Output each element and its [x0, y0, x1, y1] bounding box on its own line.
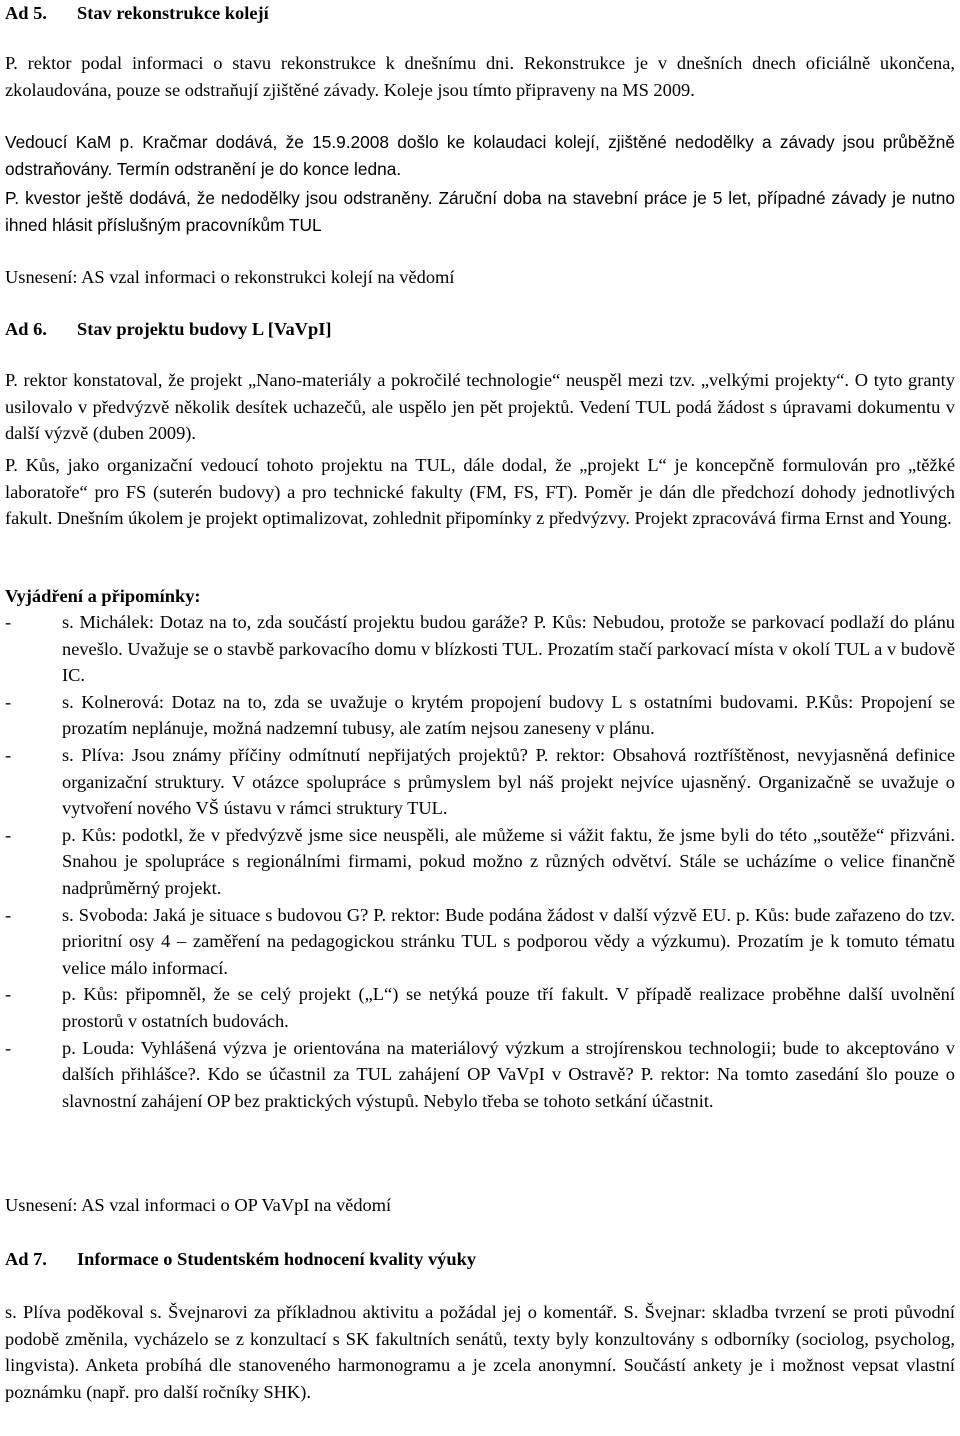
list-dash: -	[5, 824, 12, 845]
comments-list	[5, 609, 955, 1114]
comment-text: p. Kůs: připomněl, že se celý projekt („L“) se netýká pouze tří fakult. V případě realizace proběhne další uvolnění prostorů v ostatních budovách.	[62, 984, 955, 1031]
comment-text: s. Kolnerová: Dotaz na to, zda se uvažuje o krytém propojení budovy L s ostatními budovami. P.Kůs: Propojení se prozatím neplánuje, možná nadzemní tubusy, ale zatím nejsou zaneseny v plánu.	[62, 691, 955, 739]
list-item	[5, 689, 955, 742]
comment-text: p. Kůs: podotkl, že v předvýzvě jsme sice neuspěli, ale můžeme si vážit faktu, že jsme byli do této „soutěže“ přizváni. Snahou je spolupráce s regionálními firmami, pokud možno z různých odvětví. Stále se ucházíme o velice finančně nadprůměrný projekt.	[62, 824, 955, 898]
list-dash: -	[5, 984, 12, 1005]
paragraph-kus-project: P. Kůs, jako organizační vedoucí tohoto projektu na TUL, dále dodal, že „projekt L“ je koncepčně formulován pro „těžké laboratoře“ pro FS (suterén budovy) a pro technické fakulty (FM, FS, FT). Poměr je dán dle předchozí dohody jednotlivých fakult. Dnešním úkolem je projekt optimalizovat, zohlednit připomínky z předvýzvy. Projekt zpracovává firma Ernst and Young.	[5, 455, 955, 529]
list-item	[5, 1035, 955, 1115]
section-title: Stav projektu budovy L [VaVpI]	[77, 319, 332, 339]
section-number: Ad 6.	[5, 319, 47, 339]
list-item	[5, 981, 955, 1034]
section-number: Ad 7.	[5, 1249, 47, 1269]
list-item	[5, 822, 955, 902]
list-dash: -	[5, 904, 12, 925]
section-heading-ad6	[5, 316, 955, 343]
paragraph-shk: s. Plíva poděkoval s. Švejnarovi za příkladnou aktivitu a požádal jej o komentář. S. Švejnar: skladba tvrzení se proti původní podobě změnila, vycházelo se z konzultací s SK fakultních senátů, texty byly konzultovány s odborníky (sociolog, psycholog, lingvista). Anketa probíhá dle stanoveného harmonogramu a je zcela anonymní. Součástí ankety je i možnost vepsat vlastní poznámku (např. pro další ročníky SHK).	[5, 1302, 955, 1402]
list-dash: -	[5, 1037, 12, 1058]
list-dash: -	[5, 612, 12, 632]
paragraph-rektor-info: P. rektor podal informaci o stavu rekonstrukce k dnešnímu dni. Rekonstrukce je v dnešních dnech oficiálně ukončena, zkolaudována, pouze se odstraňují zjištěné závady. Koleje jsou tímto připraveny na MS 2009.	[5, 53, 955, 100]
section-title: Stav rekonstrukce kolejí	[77, 3, 269, 23]
comments-heading: Vyjádření a připomínky:	[5, 586, 201, 606]
list-item	[5, 742, 955, 822]
section-heading-ad7	[5, 1246, 955, 1273]
comment-text: s. Svoboda: Jaká je situace s budovou G? P. rektor: Bude podána žádost v další výzvě EU. p. Kůs: bude zařazeno do tzv. prioritní osy 4 – zaměření na pedagogickou stránku TUL s podporou vědy a výzkumu). Prozatím je k tomuto tématu velice málo informací.	[62, 904, 955, 978]
comment-text: s. Michálek: Dotaz na to, zda součástí projektu budou garáže? P. Kůs: Nebudou, protože se parkovací podlaží do plánu nevešlo. Uvažuje se o stavbě parkovacího domu v blízkosti TUL. Prozatím stačí parkovací místa v okolí TUL a v budově IC.	[62, 612, 955, 686]
paragraph-kam-statement: Vedoucí KaM p. Kračmar dodává, že 15.9.2008 došlo ke kolaudaci kolejí, zjištěné nedodělky a závady jsou průběžně odstraňovány. Termín odstranění je do konce ledna.	[5, 132, 955, 179]
list-dash: -	[5, 744, 12, 765]
resolution-ad6: Usnesení: AS vzal informaci o OP VaVpI na vědomí	[5, 1195, 392, 1215]
list-item	[5, 902, 955, 982]
paragraph-rektor-project: P. rektor konstatoval, že projekt „Nano-materiály a pokročilé technologie“ neuspěl mezi tzv. „velkými projekty“. O tyto granty usilovalo v předvýzvě několik desítek uchazečů, ale uspělo jen pět projektů. Vedení TUL podá žádost s úpravami dokumentu v další výzvě (duben 2009).	[5, 370, 955, 444]
section-heading-ad5	[5, 0, 955, 27]
resolution-ad5: Usnesení: AS vzal informaci o rekonstrukci kolejí na vědomí	[5, 267, 455, 287]
paragraph-kvestor-statement: P. kvestor ještě dodává, že nedodělky jsou odstraněny. Záruční doba na stavební práce je 5 let, případné závady je nutno ihned hlásit příslušným pracovníkům TUL	[5, 188, 955, 235]
section-title: Informace o Studentském hodnocení kvality výuky	[77, 1249, 477, 1269]
list-item	[5, 609, 955, 689]
comment-text: p. Louda: Vyhlášená výzva je orientována na materiálový výzkum a strojírenskou technologii; bude to akceptováno v dalších přihlášce?. Kdo se účastnil za TUL zahájení OP VaVpI v Ostravě? P. rektor: Na tomto zasedání šlo pouze o slavnostní zahájení OP bez praktických výstupů. Nebylo třeba se tohoto setkání účastnit.	[62, 1037, 955, 1111]
comment-text: s. Plíva: Jsou známy příčiny odmítnutí nepřijatých projektů? P. rektor: Obsahová roztříštěnost, nevyjasněná definice organizační struktury. V otázce spolupráce s průmyslem byl náš projekt nejvíce ujasněný. Organizačně se uvažuje o vytvoření nového VŠ ústavu v rámci struktury TUL.	[62, 744, 955, 819]
section-number: Ad 5.	[5, 3, 47, 23]
list-dash: -	[5, 691, 12, 712]
